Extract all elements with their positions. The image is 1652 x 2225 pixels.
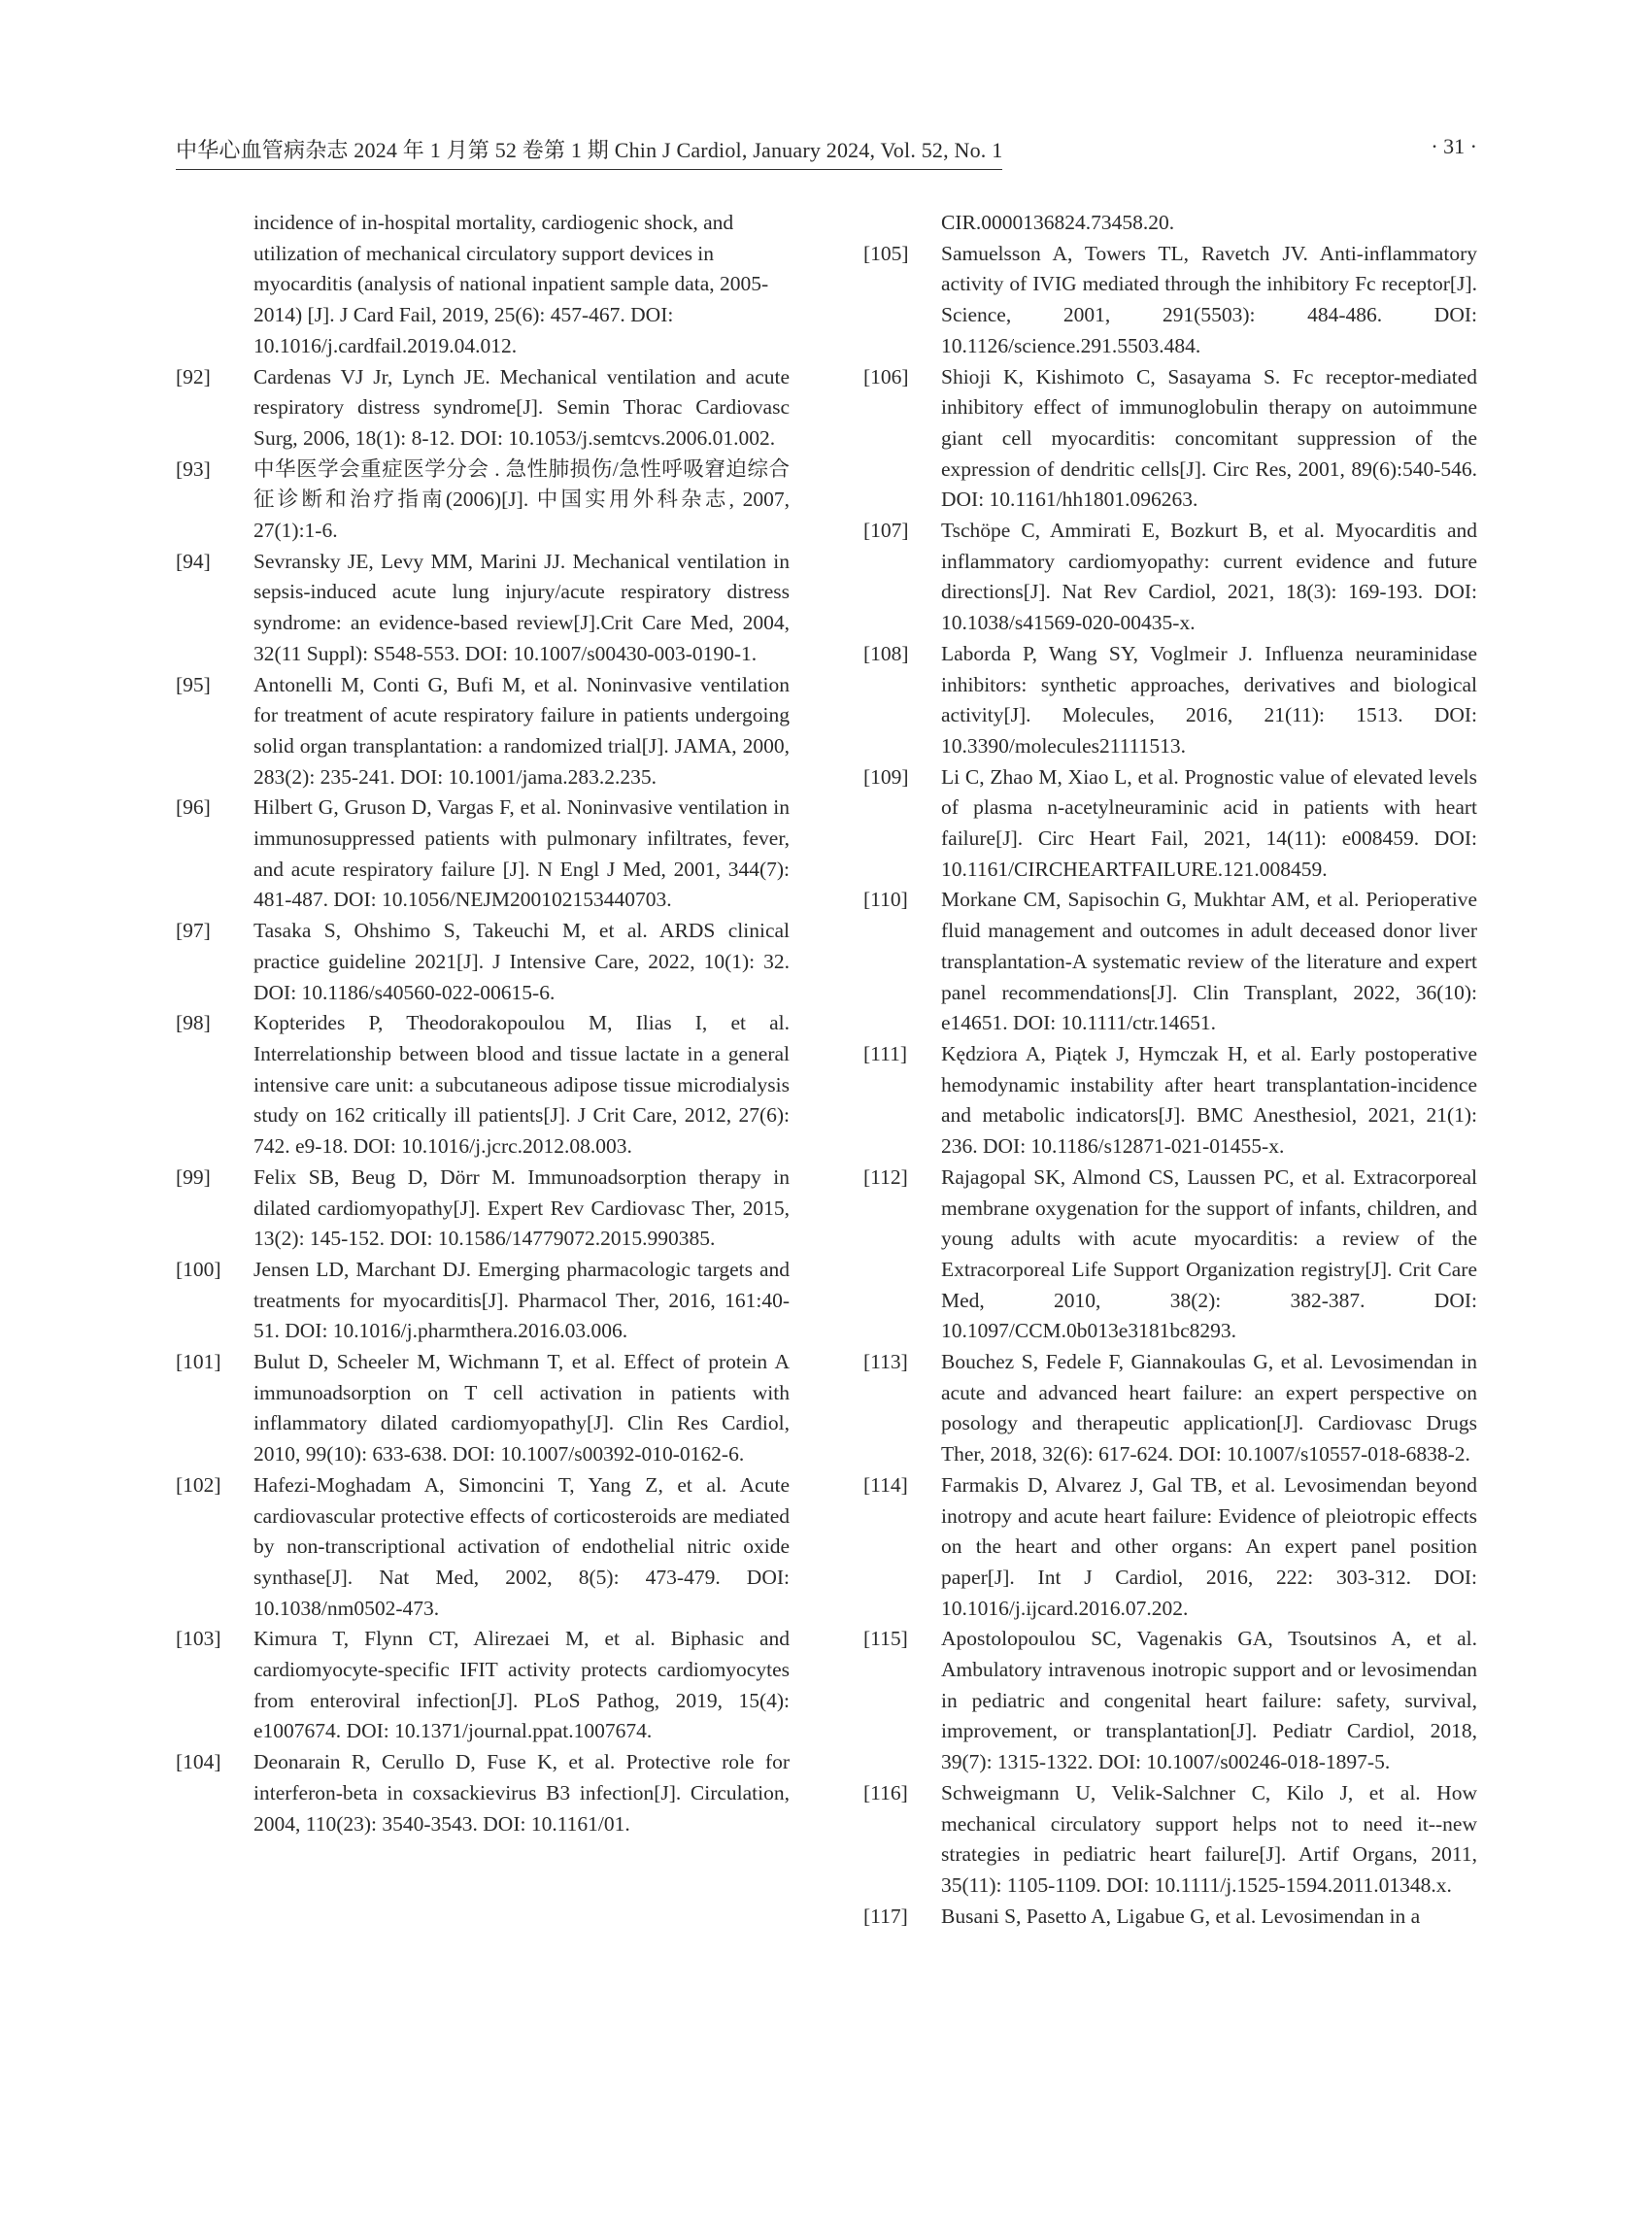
reference-entry (863, 1163, 1477, 1347)
reference-list (176, 362, 790, 1840)
reference-number: [117] (863, 1904, 908, 1928)
reference-number: [112] (863, 1164, 908, 1189)
reference-number: [104] (176, 1750, 221, 1774)
reference-entry (176, 670, 790, 793)
reference-text: Shioji K, Kishimoto C, Sasayama S. Fc receptor-mediated inhibitory effect of immunoglobulin therapy on autoimmune giant cell myocarditis: concomitant suppression of the expression of dendritic cells[J]. Circ Res, 2001, 89(6):540-546. DOI: 10.1161/hh1801.096263. (941, 364, 1477, 512)
reference-number: [111] (863, 1041, 907, 1065)
reference-entry (863, 1624, 1477, 1778)
reference-entry (863, 1902, 1477, 1933)
reference-entry (176, 455, 790, 547)
reference-number: [99] (176, 1164, 211, 1189)
reference-entry (863, 1470, 1477, 1625)
reference-text: Laborda P, Wang SY, Voglmeir J. Influenza neuraminidase inhibitors: synthetic approaches, derivatives and biological activity[J]. Molecules, 2016, 21(11): 1513. DOI: 10.3390/molecules21111513. (941, 641, 1477, 758)
reference-text: Sevransky JE, Levy MM, Marini JJ. Mechanical ventilation in sepsis-induced acute lung injury/acute respiratory distress syndrome: an evidence-based review[J].Crit Care Med, 2004, 32(11 Suppl): S548-553. DOI: 10.1007/s00430-003-0190-1. (253, 549, 790, 665)
reference-number: [96] (176, 795, 211, 820)
reference-number: [110] (863, 888, 908, 912)
reference-entry (863, 762, 1477, 886)
reference-text: Hafezi-Moghadam A, Simoncini T, Yang Z, et al. Acute cardiovascular protective effects of corticosteroids are mediated by non-transcriptional activation of endothelial nitric oxide synthase[J]. Nat Med, 2002, 8(5): 473-479. DOI: 10.1038/nm0502-473. (253, 1472, 790, 1620)
reference-entry (863, 239, 1477, 362)
reference-number: [92] (176, 364, 211, 388)
reference-entry (863, 1778, 1477, 1902)
right-column (863, 208, 1477, 1932)
reference-text: 中华医学会重症医学分会 . 急性肺损伤/急性呼吸窘迫综合征诊断和治疗指南(2006)[J]. 中国实用外科杂志, 2007, 27(1):1-6. (253, 456, 790, 543)
reference-entry (176, 547, 790, 670)
reference-entry (863, 362, 1477, 517)
reference-text: Tasaka S, Ohshimo S, Takeuchi M, et al. ARDS clinical practice guideline 2021[J]. J Intensive Care, 2022, 10(1): 32. DOI: 10.1186/s40560-022-00615-6. (253, 919, 790, 1004)
reference-number: [107] (863, 519, 909, 543)
reference-text: Cardenas VJ Jr, Lynch JE. Mechanical ventilation and acute respiratory distress syndrome[J]. Semin Thorac Cardiovasc Surg, 2006, 18(1): 8-12. DOI: 10.1053/j.semtcvs.2006.01.002. (253, 364, 790, 450)
reference-text: Bulut D, Scheeler M, Wichmann T, et al. Effect of protein A immunoadsorption on T cell activation in patients with inflammatory dilated cardiomyopathy[J]. Clin Res Cardiol, 2010, 99(10): 633-638. DOI: 10.1007/s00392-010-0162-6. (253, 1350, 790, 1466)
reference-text: Kimura T, Flynn CT, Alirezaei M, et al. Biphasic and cardiomyocyte-specific IFIT activity protects cardiomyocytes from enteroviral infection[J]. PLoS Pathog, 2019, 15(4): e1007674. DOI: 10.1371/journal.ppat.1007674. (253, 1627, 790, 1743)
reference-number: [115] (863, 1627, 908, 1651)
left-column (176, 208, 790, 1839)
reference-number: [102] (176, 1472, 221, 1497)
reference-entry (176, 1163, 790, 1255)
reference-number: [94] (176, 549, 211, 573)
reference-text: Apostolopoulou SC, Vagenakis GA, Tsoutsinos A, et al. Ambulatory intravenous inotropic support and or levosimendan in pediatric and congenital heart failure: safety, survival, improvement, or transplantation[J]. Pediatr Cardiol, 2018, 39(7): 1315-1322. DOI: 10.1007/s00246-018-1897-5. (941, 1627, 1477, 1774)
reference-entry (176, 792, 790, 916)
reference-text: Kopterides P, Theodorakopoulou M, Ilias I, et al. Interrelationship between blood and tissue lactate in a general intensive care unit: a subcutaneous adipose tissue microdialysis study on 162 critically ill patients[J]. J Crit Care, 2012, 27(6): 742. e9-18. DOI: 10.1016/j.jcrc.2012.08.003. (253, 1011, 790, 1159)
reference-entry (863, 1039, 1477, 1163)
page-number: · 31 · (1431, 134, 1477, 158)
reference-continuation: incidence of in-hospital mortality, cardiogenic shock, and utilization of mechanical circulatory support devices in myocarditis (analysis of national inpatient sample data, 2005-2014) [J]. J Card Fail, 2019, 25(6): 457-467. DOI: 10.1016/j.cardfail.2019.04.012. (253, 211, 769, 357)
reference-entry (863, 516, 1477, 639)
reference-text: Bouchez S, Fedele F, Giannakoulas G, et al. Levosimendan in acute and advanced heart failure: an expert perspective on posology and therapeutic application[J]. Cardiovasc Drugs Ther, 2018, 32(6): 617-624. DOI: 10.1007/s10557-018-6838-2. (941, 1350, 1477, 1466)
reference-number: [98] (176, 1011, 211, 1035)
reference-number: [100] (176, 1257, 221, 1281)
reference-text: Morkane CM, Sapisochin G, Mukhtar AM, et al. Perioperative fluid management and outcomes in adult deceased donor liver transplantation-A systematic review of the literature and expert panel recommendations[J]. Clin Transplant, 2022, 36(10): e14651. DOI: 10.1111/ctr.14651. (941, 888, 1477, 1035)
reference-text: Li C, Zhao M, Xiao L, et al. Prognostic value of elevated levels of plasma n-acetylneuraminic acid in patients with heart failure[J]. Circ Heart Fail, 2021, 14(11): e008459. DOI: 10.1161/CIRCHEARTFAILURE.121.008459. (941, 764, 1477, 881)
reference-number: [103] (176, 1627, 221, 1651)
reference-text: Farmakis D, Alvarez J, Gal TB, et al. Levosimendan beyond inotropy and acute heart failure: Evidence of pleiotropic effects on the heart and other organs: An expert panel position paper[J]. Int J Cardiol, 2016, 222: 303-312. DOI: 10.1016/j.ijcard.2016.07.202. (941, 1472, 1477, 1620)
reference-entry (863, 639, 1477, 762)
reference-number: [116] (863, 1780, 908, 1804)
reference-text: Busani S, Pasetto A, Ligabue G, et al. Levosimendan in a (941, 1904, 1421, 1928)
reference-text: Samuelsson A, Towers TL, Ravetch JV. Anti-inflammatory activity of IVIG mediated through the inhibitory Fc receptor[J]. Science, 2001, 291(5503): 484-486. DOI: 10.1126/science.291.5503.484. (941, 241, 1477, 357)
reference-entry (176, 916, 790, 1008)
reference-text: Rajagopal SK, Almond CS, Laussen PC, et al. Extracorporeal membrane oxygenation for the support of infants, children, and young adults with acute myocarditis: a review of the Extracorporeal Life Support Organization registry[J]. Crit Care Med, 2010, 38(2): 382-387. DOI: 10.1097/CCM.0b013e3181bc8293. (941, 1164, 1477, 1343)
reference-entry (176, 1470, 790, 1625)
reference-entry (176, 1347, 790, 1470)
reference-entry (176, 1008, 790, 1163)
journal-citation: 中华心血管病杂志 2024 年 1 月第 52 卷第 1 期 Chin J Cardiol, January 2024, Vol. 52, No. 1 (176, 134, 1002, 170)
reference-number: [114] (863, 1472, 908, 1497)
reference-text: Tschöpe C, Ammirati E, Bozkurt B, et al. Myocarditis and inflammatory cardiomyopathy: current evidence and future directions[J]. Nat Rev Cardiol, 2021, 18(3): 169-193. DOI: 10.1038/s41569-020-00435-x. (941, 519, 1477, 635)
reference-text: Kędziora A, Piątek J, Hymczak H, et al. Early postoperative hemodynamic instability after heart transplantation-incidence and metabolic indicators[J]. BMC Anesthesiol, 2021, 21(1): 236. DOI: 10.1186/s12871-021-01455-x. (941, 1041, 1477, 1159)
reference-text: Jensen LD, Marchant DJ. Emerging pharmacologic targets and treatments for myocarditis[J]. Pharmacol Ther, 2016, 161:40-51. DOI: 10.1016/j.pharmthera.2016.03.006. (253, 1257, 790, 1343)
reference-entry (863, 885, 1477, 1039)
reference-entry (176, 1624, 790, 1747)
reference-number: [109] (863, 764, 909, 789)
reference-entry (176, 1747, 790, 1839)
reference-number: [95] (176, 672, 211, 696)
reference-entry (176, 362, 790, 455)
reference-continuation: CIR.0000136824.73458.20. (941, 211, 1175, 234)
reference-number: [101] (176, 1350, 221, 1374)
reference-number: [97] (176, 919, 211, 943)
reference-text: Schweigmann U, Velik-Salchner C, Kilo J, et al. How mechanical circulatory support helps not to need it--new strategies in pediatric heart failure[J]. Artif Organs, 2011, 35(11): 1105-1109. DOI: 10.1111/j.1525-1594.2011.01348.x. (941, 1780, 1477, 1897)
reference-list (863, 239, 1477, 1933)
reference-text: Felix SB, Beug D, Dörr M. Immunoadsorption therapy in dilated cardiomyopathy[J]. Expert Rev Cardiovasc Ther, 2015, 13(2): 145-152. DOI: 10.1586/14779072.2015.990385. (253, 1164, 790, 1251)
reference-number: [108] (863, 641, 909, 665)
reference-text: Deonarain R, Cerullo D, Fuse K, et al. Protective role for interferon-beta in coxsackievirus B3 infection[J]. Circulation, 2004, 110(23): 3540-3543. DOI: 10.1161/01. (253, 1750, 790, 1836)
running-header (176, 134, 1477, 163)
reference-number: [93] (176, 456, 211, 481)
reference-text: Antonelli M, Conti G, Bufi M, et al. Noninvasive ventilation for treatment of acute respiratory failure in patients undergoing solid organ transplantation: a randomized trial[J]. JAMA, 2000, 283(2): 235-241. DOI: 10.1001/jama.283.2.235. (253, 672, 790, 789)
reference-text: Hilbert G, Gruson D, Vargas F, et al. Noninvasive ventilation in immunosuppressed patients with pulmonary infiltrates, fever, and acute respiratory failure [J]. N Engl J Med, 2001, 344(7): 481-487. DOI: 10.1056/NEJM200102153440703. (253, 795, 790, 912)
reference-entry (176, 1255, 790, 1347)
reference-number: [105] (863, 241, 909, 265)
reference-number: [113] (863, 1350, 908, 1374)
reference-entry (863, 1347, 1477, 1470)
reference-number: [106] (863, 364, 909, 388)
